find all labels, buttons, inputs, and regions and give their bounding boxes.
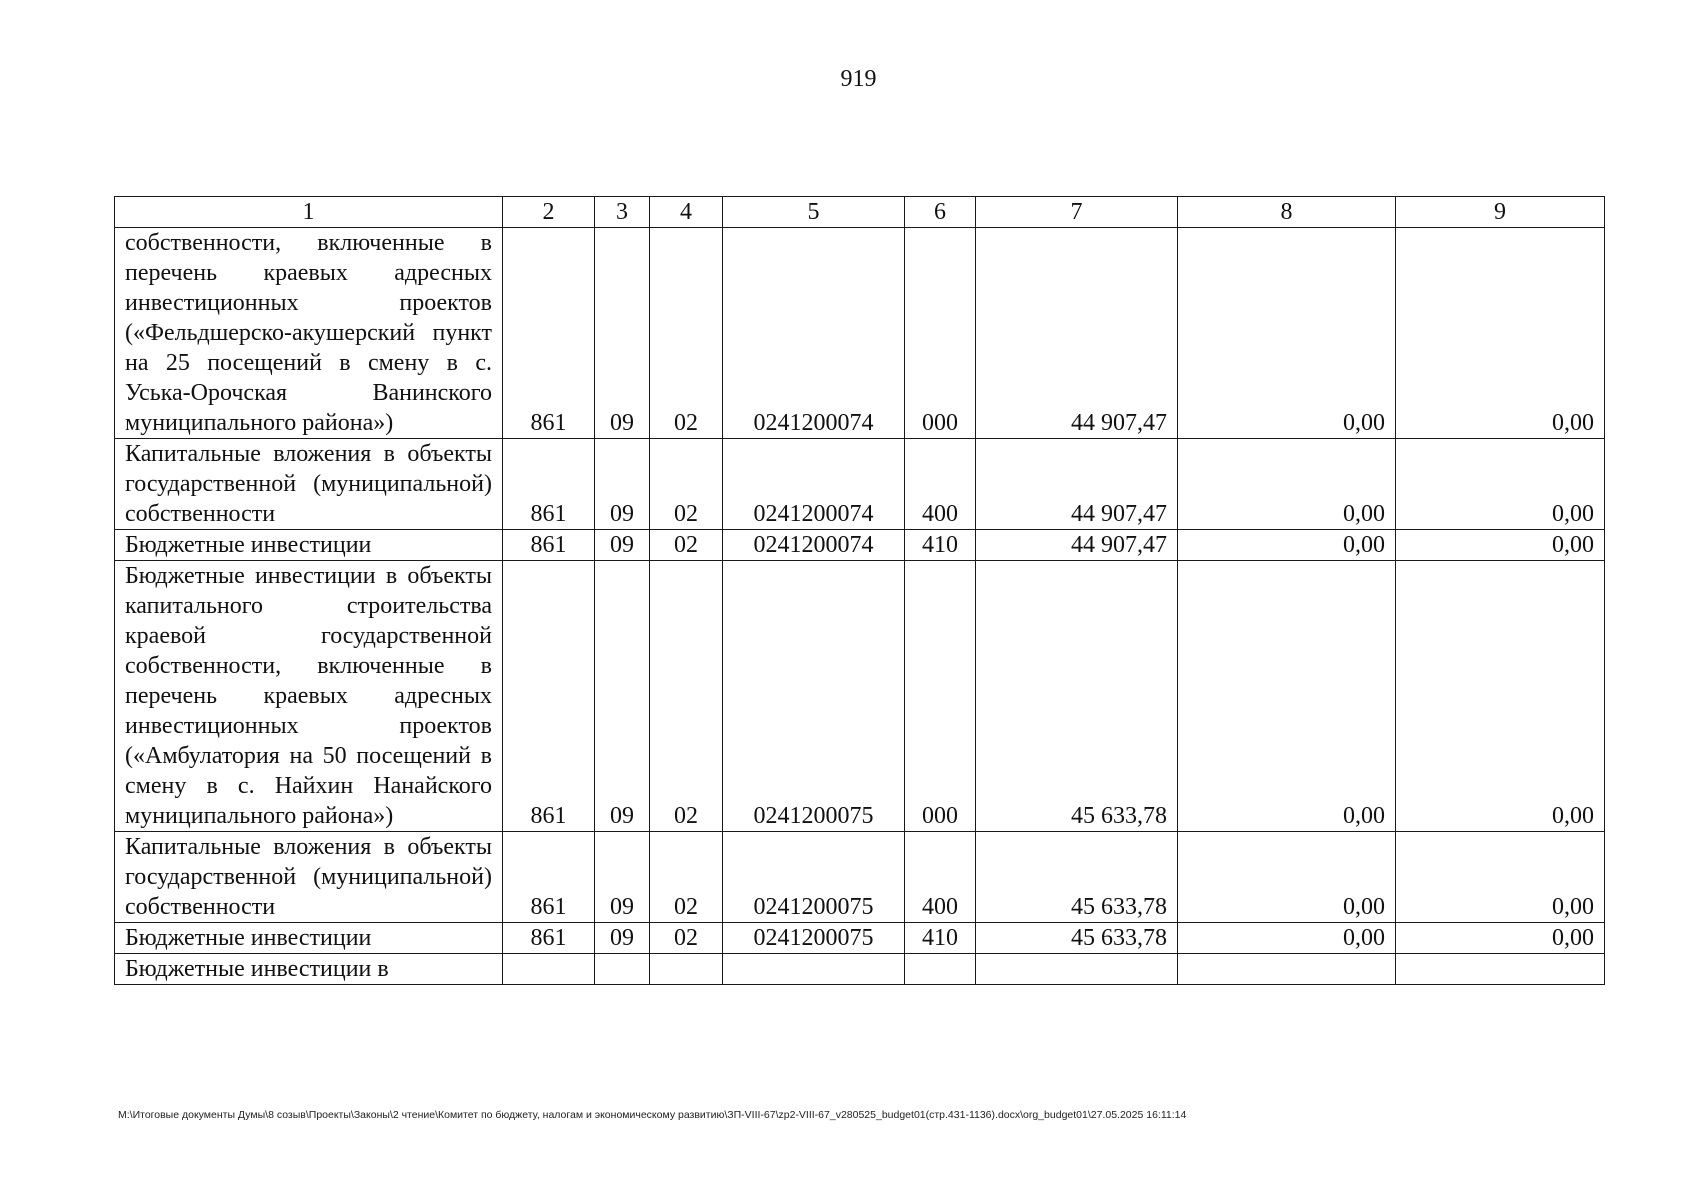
row-amount-7: 45 633,78 [976, 832, 1178, 923]
row-description: Бюджетные инвестиции [115, 923, 503, 954]
row-section-code: 09 [595, 530, 650, 561]
row-target-code: 0241200074 [723, 228, 905, 439]
row-description: Капитальные вложения в объекты государственной (муниципальной) собственности [115, 439, 503, 530]
row-amount-9: 0,00 [1396, 832, 1605, 923]
row-ministry-code: 861 [503, 832, 595, 923]
budget-table [114, 196, 1605, 985]
row-amount-9: 0,00 [1396, 439, 1605, 530]
row-amount-7: 44 907,47 [976, 530, 1178, 561]
row-amount-7: 44 907,47 [976, 228, 1178, 439]
row-section-code: 09 [595, 923, 650, 954]
row-ministry-code: 861 [503, 439, 595, 530]
row-target-code [723, 954, 905, 985]
col-header-6: 6 [905, 197, 976, 228]
row-description: Бюджетные инвестиции в [115, 954, 503, 985]
row-section-code: 09 [595, 561, 650, 832]
row-amount-8 [1178, 954, 1396, 985]
col-header-2: 2 [503, 197, 595, 228]
row-amount-9: 0,00 [1396, 923, 1605, 954]
row-section-code: 09 [595, 832, 650, 923]
row-description: Капитальные вложения в объекты государственной (муниципальной) собственности [115, 832, 503, 923]
col-header-8: 8 [1178, 197, 1396, 228]
header-row [115, 197, 1605, 228]
row-expense-type: 000 [905, 561, 976, 832]
col-header-3: 3 [595, 197, 650, 228]
row-expense-type: 410 [905, 923, 976, 954]
col-header-9: 9 [1396, 197, 1605, 228]
row-amount-9: 0,00 [1396, 561, 1605, 832]
row-subsection-code: 02 [650, 832, 723, 923]
table-row [115, 228, 1605, 439]
row-subsection-code: 02 [650, 530, 723, 561]
row-target-code: 0241200074 [723, 530, 905, 561]
row-ministry-code [503, 954, 595, 985]
row-amount-8: 0,00 [1178, 561, 1396, 832]
col-header-1: 1 [115, 197, 503, 228]
row-target-code: 0241200075 [723, 923, 905, 954]
row-description: собственности, включенные в перечень краевых адресных инвестиционных проектов («Фельдшерско-акушерский пункт на 25 посещений в смену в с. Уська-Орочская Ванинского муниципального района») [115, 228, 503, 439]
row-subsection-code [650, 954, 723, 985]
row-ministry-code: 861 [503, 923, 595, 954]
page-number: 919 [840, 66, 877, 92]
row-section-code: 09 [595, 439, 650, 530]
row-subsection-code: 02 [650, 561, 723, 832]
row-amount-8: 0,00 [1178, 228, 1396, 439]
row-description: Бюджетные инвестиции в объекты капитального строительства краевой государственной собственности, включенные в перечень краевых адресных инвестиционных проектов («Амбулатория на 50 посещений в смену в с. Найхин Нанайского муниципального района») [115, 561, 503, 832]
row-amount-8: 0,00 [1178, 832, 1396, 923]
row-amount-8: 0,00 [1178, 439, 1396, 530]
row-amount-9: 0,00 [1396, 228, 1605, 439]
row-ministry-code: 861 [503, 228, 595, 439]
row-amount-9 [1396, 954, 1605, 985]
col-header-4: 4 [650, 197, 723, 228]
row-target-code: 0241200075 [723, 561, 905, 832]
row-amount-7: 45 633,78 [976, 923, 1178, 954]
row-subsection-code: 02 [650, 923, 723, 954]
row-amount-7 [976, 954, 1178, 985]
row-expense-type: 400 [905, 832, 976, 923]
table-row [115, 530, 1605, 561]
row-target-code: 0241200075 [723, 832, 905, 923]
row-expense-type: 400 [905, 439, 976, 530]
col-header-7: 7 [976, 197, 1178, 228]
table-row [115, 923, 1605, 954]
row-ministry-code: 861 [503, 561, 595, 832]
row-amount-8: 0,00 [1178, 530, 1396, 561]
col-header-5: 5 [723, 197, 905, 228]
table-row [115, 832, 1605, 923]
row-description: Бюджетные инвестиции [115, 530, 503, 561]
row-subsection-code: 02 [650, 228, 723, 439]
row-expense-type: 000 [905, 228, 976, 439]
row-amount-9: 0,00 [1396, 530, 1605, 561]
row-expense-type: 410 [905, 530, 976, 561]
row-amount-7: 44 907,47 [976, 439, 1178, 530]
file-path-footer: M:\Итоговые документы Думы\8 созыв\Проекты\Законы\2 чтение\Комитет по бюджету, налогам и экономическому развитию\ЗП-VIII-67\zp2-VIII-67_v280525_budget01(стр.431-1136).docx\org_budget01\27.05.2025 16:11:14 [118, 1109, 1187, 1121]
row-expense-type [905, 954, 976, 985]
row-ministry-code: 861 [503, 530, 595, 561]
table-row [115, 439, 1605, 530]
row-target-code: 0241200074 [723, 439, 905, 530]
row-amount-8: 0,00 [1178, 923, 1396, 954]
table-row [115, 954, 1605, 985]
table-row [115, 561, 1605, 832]
row-section-code [595, 954, 650, 985]
row-subsection-code: 02 [650, 439, 723, 530]
row-amount-7: 45 633,78 [976, 561, 1178, 832]
row-section-code: 09 [595, 228, 650, 439]
